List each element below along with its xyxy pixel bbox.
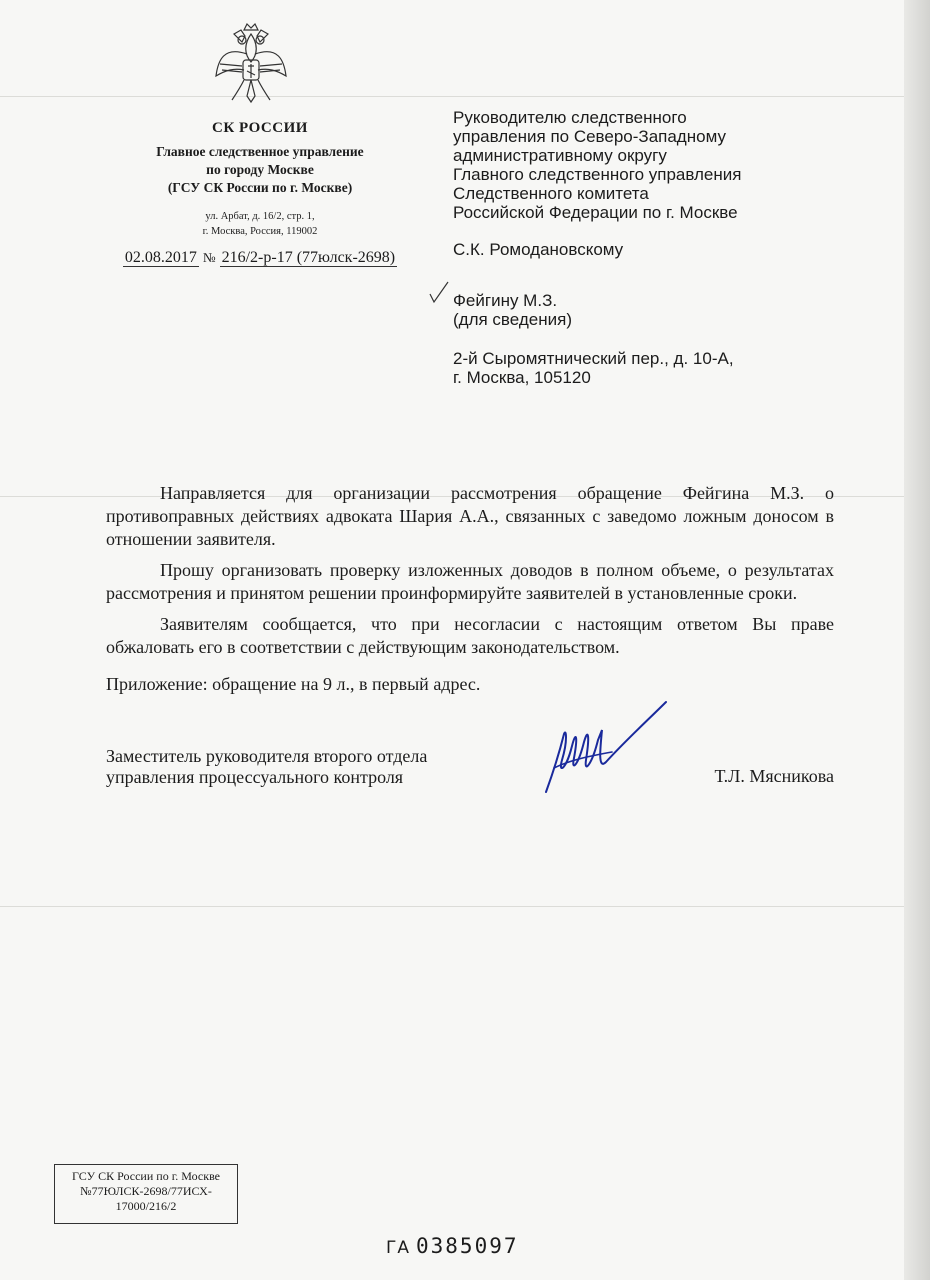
signer-title-line: управления процессуального контроля bbox=[106, 767, 404, 787]
letter-number: 216/2-р-17 (77юлск-2698) bbox=[221, 249, 396, 266]
secondary-recipient-note: (для сведения) bbox=[453, 310, 572, 329]
department-line: по городу Москве bbox=[206, 162, 314, 177]
attachment-note: Приложение: обращение на 9 л., в первый адрес. bbox=[106, 674, 481, 694]
serial-number: 0385097 bbox=[416, 1234, 519, 1258]
recipient-line: управления по Северо-Западному bbox=[453, 127, 726, 146]
registration-stamp bbox=[54, 1164, 238, 1224]
sender-address bbox=[100, 209, 420, 239]
stamp-line: №77ЮЛСК-2698/77ИСХ- bbox=[80, 1184, 212, 1198]
recipient-line: административному округу bbox=[453, 146, 667, 165]
sender-header bbox=[100, 120, 420, 267]
body-paragraph: Заявителям сообщается, что при несогласии с настоящим ответом Вы праве обжаловать его в соответствии с действующим законодательством. bbox=[106, 614, 834, 657]
secondary-recipient-name: Фейгину М.З. bbox=[453, 291, 558, 310]
primary-recipient-name: С.К. Ромодановскому bbox=[453, 240, 624, 259]
serial-prefix: ГА bbox=[386, 1238, 410, 1258]
signer-name: Т.Л. Мясникова bbox=[714, 766, 834, 786]
outgoing-reference bbox=[100, 249, 420, 267]
address-line: г. Москва, Россия, 119002 bbox=[202, 226, 318, 237]
secondary-address-line: г. Москва, 105120 bbox=[453, 368, 591, 387]
form-serial-number bbox=[386, 1234, 519, 1258]
signature-block bbox=[106, 746, 834, 788]
department-name bbox=[100, 143, 420, 197]
handwritten-signature bbox=[540, 700, 670, 800]
paper-edge-shadow bbox=[904, 0, 930, 1280]
fold-line bbox=[0, 906, 904, 907]
body-paragraph: Направляется для организации рассмотрения обращение Фейгина М.З. о противоправных действиях адвоката Шария А.А., связанных с заведомо ложным доносом в отношении заявителя. bbox=[106, 483, 834, 549]
secondary-address-line: 2-й Сыромятнический пер., д. 10-А, bbox=[453, 349, 734, 368]
stamp-line: 17000/216/2 bbox=[115, 1199, 177, 1213]
stamp-line: ГСУ СК России по г. Москве bbox=[71, 1169, 221, 1183]
recipient-line: Главного следственного управления bbox=[453, 165, 742, 184]
checkmark-icon bbox=[428, 280, 450, 304]
body-paragraph: Прошу организовать проверку изложенных доводов в полном объеме, о результатах рассмотрения и принятом решении проинформируйте заявителей в установленные сроки. bbox=[106, 560, 834, 603]
signer-title-line: Заместитель руководителя второго отдела bbox=[106, 746, 428, 766]
letter-body bbox=[106, 482, 834, 704]
letter-date: 02.08.2017 bbox=[124, 249, 197, 266]
recipients-block bbox=[453, 108, 843, 387]
fold-line bbox=[0, 96, 904, 97]
org-name: СК РОССИИ bbox=[212, 120, 308, 136]
department-line: Главное следственное управление bbox=[156, 144, 364, 159]
address-line: ул. Арбат, д. 16/2, стр. 1, bbox=[205, 211, 315, 222]
recipient-line: Российской Федерации по г. Москве bbox=[453, 203, 738, 222]
department-line: (ГСУ СК России по г. Москве) bbox=[167, 180, 353, 195]
recipient-line: Руководителю следственного bbox=[453, 108, 687, 127]
recipient-line: Следственного комитета bbox=[453, 184, 649, 203]
number-sign: № bbox=[202, 250, 216, 265]
coat-of-arms-emblem-icon bbox=[214, 20, 288, 104]
